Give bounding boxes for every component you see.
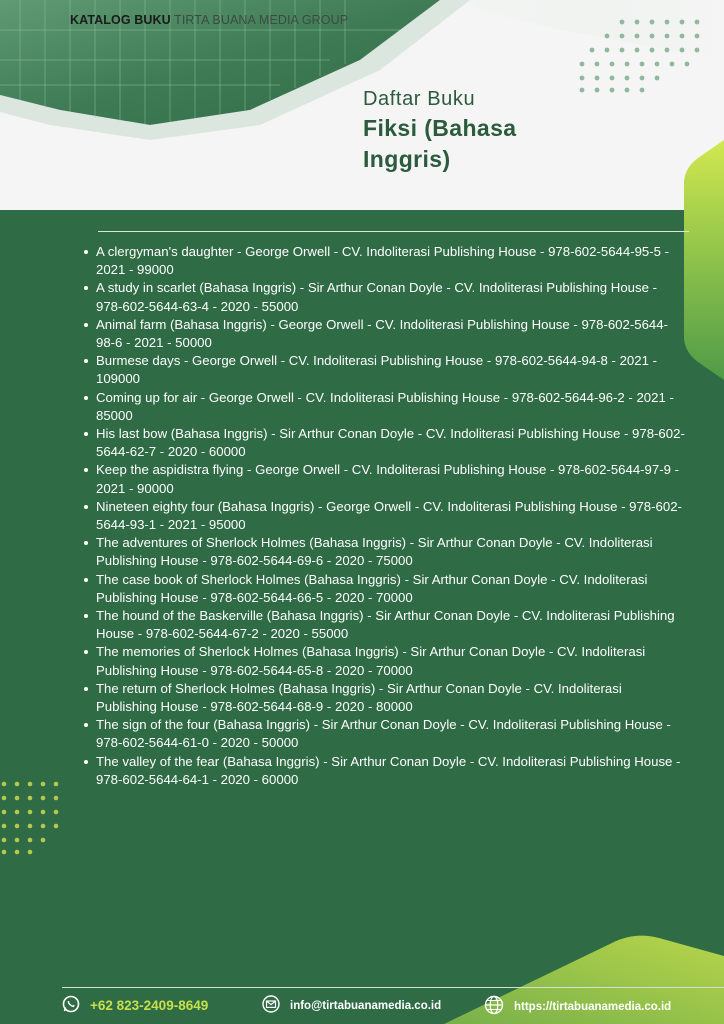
footer-phone-text: +62 823-2409-8649	[90, 998, 209, 1013]
side-accent-shape	[684, 140, 724, 380]
list-item: The valley of the fear (Bahasa Inggris) - Sir Arthur Conan Doyle - CV. Indoliterasi Publishing House - 978-602-5644-64-1 - 2020 - 60000	[96, 753, 686, 789]
list-item: The hound of the Baskerville (Bahasa Inggris) - Sir Arthur Conan Doyle - CV. Indoliterasi Publishing House - 978-602-5644-67-2 - 2020 - 55000	[96, 607, 686, 643]
footer-phone[interactable]	[62, 995, 208, 1016]
footer-email[interactable]	[262, 995, 441, 1016]
list-item: The adventures of Sherlock Holmes (Bahasa Inggris) - Sir Arthur Conan Doyle - CV. Indoliterasi Publishing House - 978-602-5644-69-6 - 2020 - 75000	[96, 534, 686, 570]
whatsapp-icon	[62, 995, 80, 1016]
list-item: Animal farm (Bahasa Inggris) - George Orwell - CV. Indoliterasi Publishing House - 978-602-5644-98-6 - 2021 - 50000	[96, 316, 686, 352]
dot-pattern-decoration	[578, 18, 708, 94]
page-title-main: Fiksi (Bahasa Inggris)	[363, 115, 517, 172]
footer-website-text: https://tirtabuanamedia.co.id	[514, 1000, 672, 1013]
bottom-divider	[62, 987, 724, 988]
list-item: A clergyman's daughter - George Orwell - CV. Indoliterasi Publishing House - 978-602-5644-95-5 - 2021 - 99000	[96, 243, 686, 279]
top-divider	[98, 231, 689, 232]
catalog-label-bold: KATALOG BUKU	[70, 13, 171, 27]
footer	[0, 990, 724, 1020]
list-item: The return of Sherlock Holmes (Bahasa Inggris) - Sir Arthur Conan Doyle - CV. Indoliterasi Publishing House - 978-602-5644-68-9 - 2020 - 80000	[96, 680, 686, 716]
mail-icon	[262, 995, 280, 1016]
page-title	[363, 88, 593, 175]
list-item: Coming up for air - George Orwell - CV. Indoliterasi Publishing House - 978-602-5644-96-2 - 2021 - 85000	[96, 389, 686, 425]
list-item: Nineteen eighty four (Bahasa Inggris) - George Orwell - CV. Indoliterasi Publishing House - 978-602-5644-93-1 - 2021 - 95000	[96, 498, 686, 534]
catalog-label	[70, 13, 348, 27]
list-item: The case book of Sherlock Holmes (Bahasa Inggris) - Sir Arthur Conan Doyle - CV. Indoliterasi Publishing House - 978-602-5644-66-5 - 2020 - 70000	[96, 571, 686, 607]
list-item: Keep the aspidistra flying - George Orwell - CV. Indoliterasi Publishing House - 978-602-5644-97-9 - 2021 - 90000	[96, 461, 686, 497]
list-item: A study in scarlet (Bahasa Inggris) - Sir Arthur Conan Doyle - CV. Indoliterasi Publishing House - 978-602-5644-63-4 - 2020 - 55000	[96, 279, 686, 315]
list-item: The sign of the four (Bahasa Inggris) - Sir Arthur Conan Doyle - CV. Indoliterasi Publishing House - 978-602-5644-61-0 - 2020 - 50000	[96, 716, 686, 752]
page-title-sub: Daftar Buku	[363, 88, 476, 110]
list-item: The memories of Sherlock Holmes (Bahasa Inggris) - Sir Arthur Conan Doyle - CV. Indoliterasi Publishing House - 978-602-5644-65-8 - 2020 - 70000	[96, 643, 686, 679]
catalog-label-publisher: TIRTA BUANA MEDIA GROUP	[174, 13, 349, 27]
dot-pattern-left-decoration	[0, 780, 60, 856]
book-list	[78, 243, 686, 789]
globe-icon	[484, 995, 504, 1018]
list-item: His last bow (Bahasa Inggris) - Sir Arthur Conan Doyle - CV. Indoliterasi Publishing House - 978-602-5644-62-7 - 2020 - 60000	[96, 425, 686, 461]
footer-email-text: info@tirtabuanamedia.co.id	[290, 999, 442, 1012]
header	[0, 0, 724, 210]
list-item: Burmese days - George Orwell - CV. Indoliterasi Publishing House - 978-602-5644-94-8 - 2021 - 109000	[96, 352, 686, 388]
footer-website[interactable]	[484, 995, 671, 1018]
